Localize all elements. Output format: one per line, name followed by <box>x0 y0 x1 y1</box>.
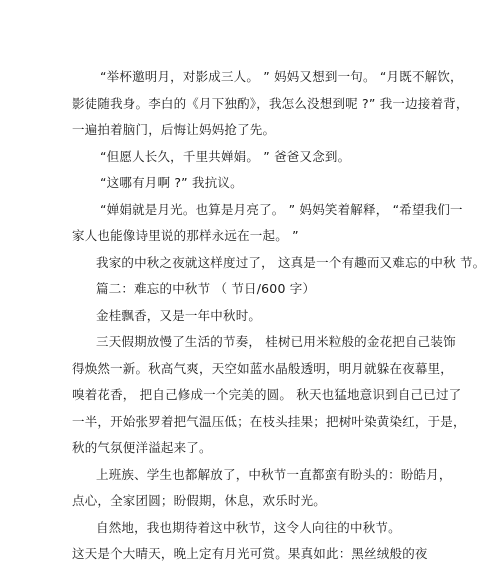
text-line: 三天假期放慢了生活的节奏， 桂树已用米粒般的金花把自己装饰 <box>96 334 456 349</box>
text-line: 影徒随我身。李白的《月下独酌》，我怎么没想到呢 ?” 我一边接着背， <box>72 96 469 111</box>
text-line: 自然地，我也期待着这中秋节，这令人向往的中秋节。 <box>96 520 401 535</box>
text-line: “举杯邀明月，对影成三人。 ” 妈妈又想到一句。 “月既不解饮， <box>100 69 463 84</box>
text-line: 金桂飘香，又是一年中秋时。 <box>96 308 262 323</box>
text-line: “但愿人长久，千里共婵娟。 ” 爸爸又念到。 <box>100 149 351 164</box>
text-line: 嗅着花香， 把自己修成一个完美的圆。 秋天也猛地意识到自己已过了 <box>72 387 462 402</box>
text-line: 我家的中秋之夜就这样度过了， 这真是一个有趣而又难忘的中秋 节。 <box>96 255 486 270</box>
text-line: 家人也能像诗里说的那样永远在一起。 ” <box>72 228 299 243</box>
text-line: 一遍拍着脑门，后悔让妈妈抢了先。 <box>72 122 276 137</box>
text-line: 秋的气氛便洋溢起来了。 <box>72 440 212 455</box>
section-heading: 篇二：难忘的中秋节 （ 节日/600 字） <box>96 281 316 296</box>
text-line: 上班族、学生也都解放了，中秋节一直都蛮有盼头的：盼皓月， <box>96 467 452 482</box>
text-line: 得焕然一新。秋高气爽，天空如蓝水晶般透明，明月就躲在夜幕里， <box>72 361 454 376</box>
text-line: 点心，全家团圆；盼假期，休息，欢乐时光。 <box>72 493 327 508</box>
text-line: “这哪有月啊 ?” 我抗议。 <box>100 175 243 190</box>
text-line: 一半，开始张罗着把气温压低；在枝头挂果；把树叶染黄染红，于是， <box>72 414 466 429</box>
text-line: 这天是个大晴天，晚上定有月光可赏。果真如此：黑丝绒般的夜 <box>72 546 428 561</box>
text-line: “婵娟就是月光。也算是月亮了。 ” 妈妈笑着解释， “希望我们一 <box>100 202 463 217</box>
